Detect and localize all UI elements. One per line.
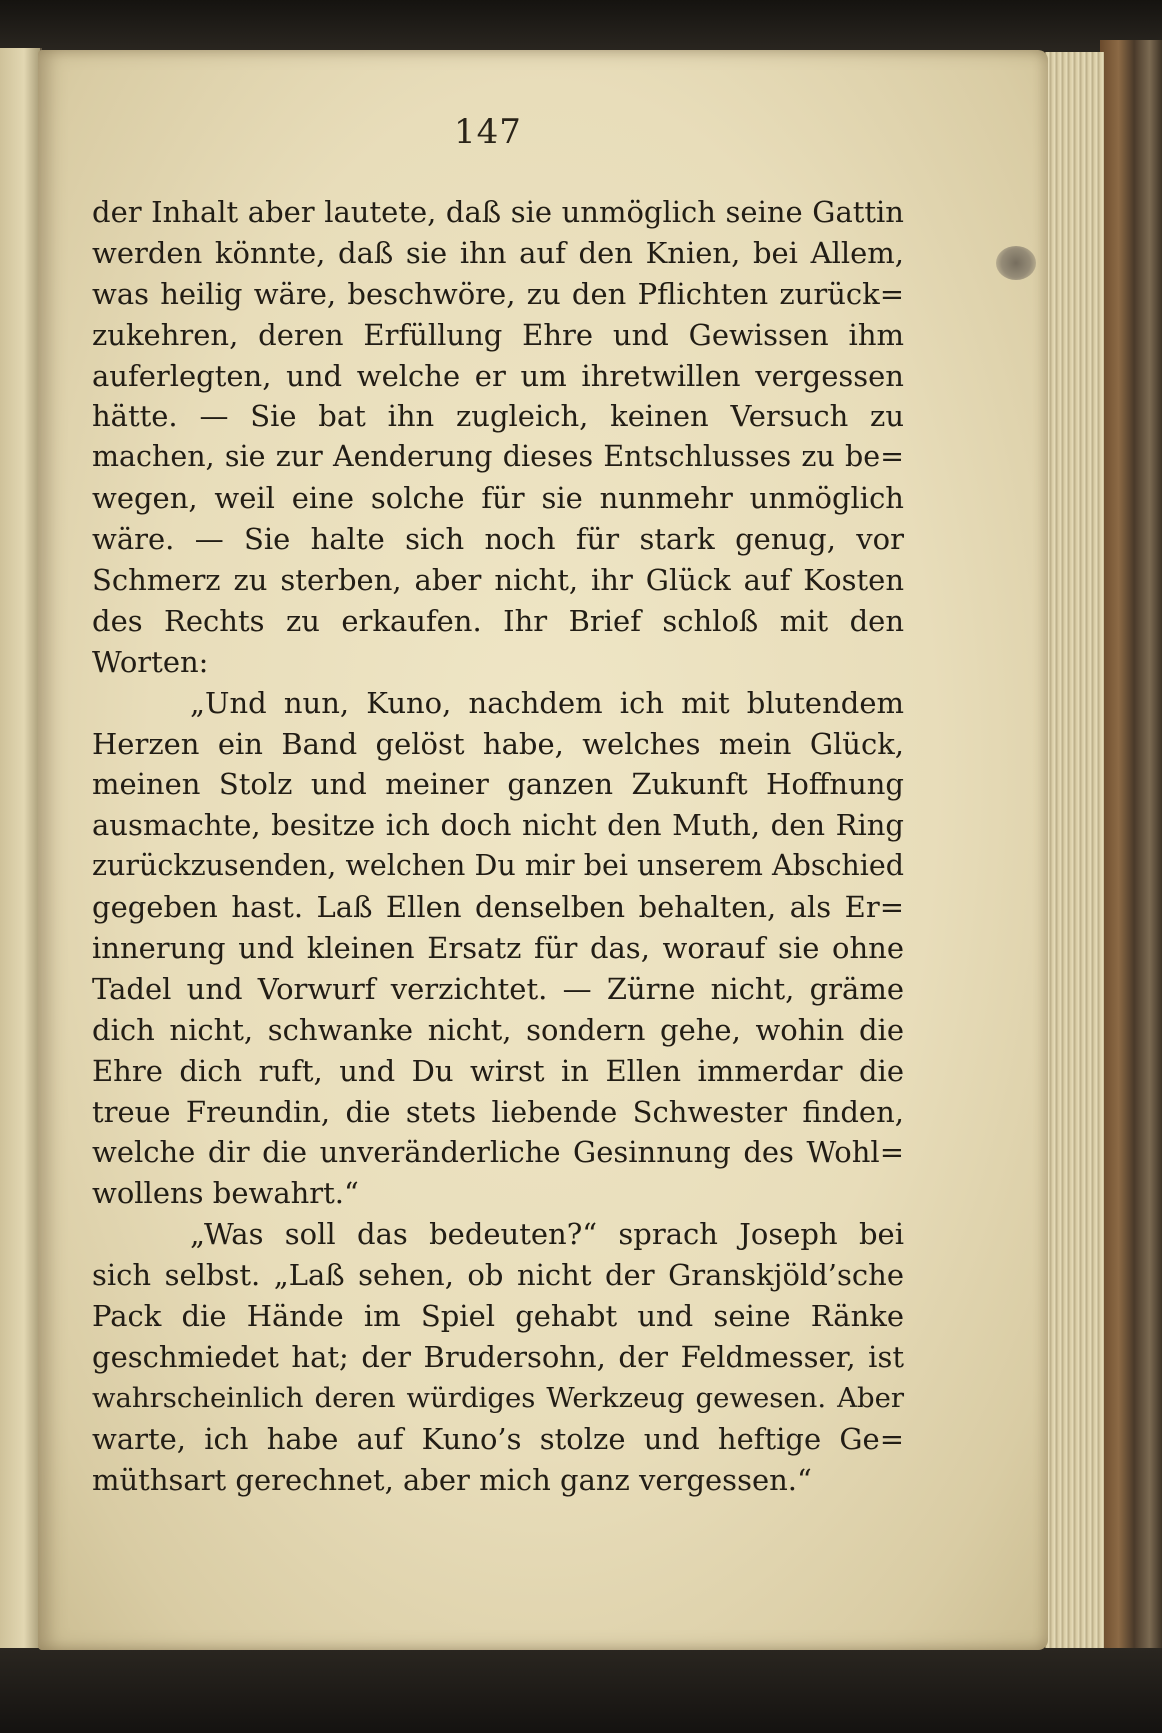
text-line: wegen, weil eine solche für sie nunmehr unmöglich <box>92 481 904 516</box>
text-line: Tadel und Vorwurf verzichtet. — Zürne nicht, gräme <box>92 971 904 1006</box>
text-line: der Inhalt aber lautete, daß sie unmöglich seine Gattin <box>92 195 904 229</box>
text-line: gegeben hast. Laß Ellen denselben behalten, als Er= <box>92 890 904 925</box>
text-line: was heilig wäre, beschwöre, zu den Pflichten zurück= <box>92 276 904 311</box>
text-line: auferlegten, und welche er um ihretwillen vergessen <box>92 358 904 393</box>
page-stain <box>996 246 1036 280</box>
page-stack-edge <box>1045 52 1104 1652</box>
text-line: meinen Stolz und meiner ganzen Zukunft Hoffnung <box>92 767 904 802</box>
text-line: Ehre dich ruft, und Du wirst in Ellen immerdar die <box>92 1053 904 1088</box>
text-line: zurückzusenden, welchen Du mir bei unserem Abschied <box>92 849 904 883</box>
text-line: ausmachte, besitze ich doch nicht den Muth, den Ring <box>92 808 904 843</box>
text-line: welche dir die unveränderliche Gesinnung des Wohl= <box>92 1135 904 1170</box>
text-line: müthsart gerechnet, aber mich ganz vergessen.“ <box>92 1462 812 1497</box>
text-line: Pack die Hände im Spiel gehabt und seine Ränke <box>92 1299 904 1334</box>
text-line: des Rechts zu erkaufen. Ihr Brief schloß mit den <box>92 603 904 638</box>
text-line: machen, sie zur Aenderung dieses Entschlusses zu be= <box>92 440 904 474</box>
text-line: wollens bewahrt.“ <box>92 1176 359 1211</box>
background-top <box>0 0 1162 52</box>
text-line: „Und nun, Kuno, nachdem ich mit blutendem <box>190 685 904 720</box>
background-bottom <box>0 1648 1162 1733</box>
facing-page-edge <box>0 48 42 1648</box>
text-line: wäre. — Sie halte sich noch für stark genug, vor <box>92 522 904 557</box>
text-line: innerung und kleinen Ersatz für das, worauf sie ohne <box>92 931 904 966</box>
text-line: geschmiedet hat; der Brudersohn, der Feldmesser, ist <box>92 1339 904 1374</box>
text-line: zukehren, deren Erfüllung Ehre und Gewissen ihm <box>92 317 904 352</box>
text-line: Herzen ein Band gelöst habe, welches mein Glück, <box>92 726 904 761</box>
text-line: dich nicht, schwanke nicht, sondern gehe, wohin die <box>92 1012 904 1047</box>
text-line: Schmerz zu sterben, aber nicht, ihr Glück auf Kosten <box>92 563 904 598</box>
body-text <box>92 192 904 1501</box>
text-line: „Was soll das bedeuten?“ sprach Joseph bei <box>190 1217 904 1252</box>
page-number: 147 <box>454 112 522 152</box>
text-line: treue Freundin, die stets liebende Schwester finden, <box>92 1094 904 1129</box>
book-cover-edge <box>1100 40 1162 1660</box>
text-line: sich selbst. „Laß sehen, ob nicht der Granskjöld’sche <box>92 1258 904 1293</box>
text-line: warte, ich habe auf Kuno’s stolze und heftige Ge= <box>92 1421 904 1456</box>
text-line: Worten: <box>92 644 209 679</box>
text-line: hätte. — Sie bat ihn zugleich, keinen Versuch zu <box>92 399 904 434</box>
text-line: werden könnte, daß sie ihn auf den Knien, bei Allem, <box>92 235 904 270</box>
text-line: wahrscheinlich deren würdiges Werkzeug gewesen. Aber <box>92 1381 904 1414</box>
